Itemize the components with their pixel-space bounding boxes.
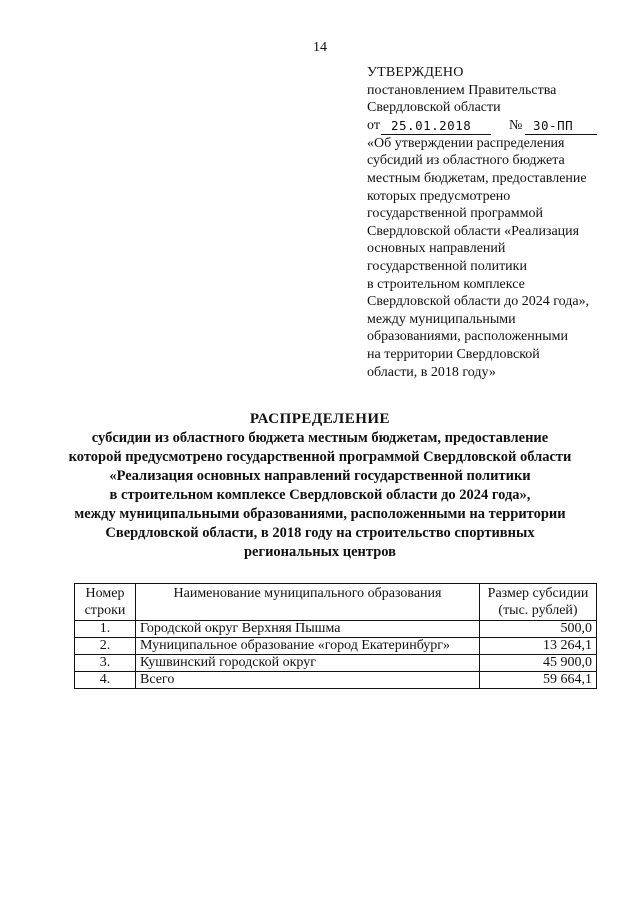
row-amount: 59 664,1 xyxy=(480,672,597,689)
subject-line: государственной политики xyxy=(367,258,527,274)
header-municipality: Наименование муниципального образования xyxy=(136,584,480,621)
row-number: 1. xyxy=(75,621,136,638)
subject-line: в строительном комплексе xyxy=(367,276,525,292)
subject-line: основных направлений xyxy=(367,241,506,257)
heading-title: РАСПРЕДЕЛЕНИЕ xyxy=(249,411,391,427)
row-municipality: Всего xyxy=(136,672,480,689)
header-text: строки xyxy=(84,603,126,618)
heading-line: которой предусмотрено государственной программой Свердловской области xyxy=(68,449,572,465)
row-amount: 13 264,1 xyxy=(480,638,597,655)
header-text: (тыс. рублей) xyxy=(498,603,578,618)
subject-line: государственной программой xyxy=(367,206,543,222)
heading-line: в строительном комплексе Свердловской области до 2024 года», xyxy=(109,487,531,503)
subject-line: субсидий из областного бюджета xyxy=(367,153,565,169)
table-row xyxy=(75,655,597,672)
subject-line: Свердловской области до 2024 года», xyxy=(367,294,590,310)
table-row xyxy=(75,672,597,689)
subject-line: Свердловской области «Реализация xyxy=(367,223,580,239)
subject-line: образованиями, расположенными xyxy=(367,329,569,345)
distribution-table xyxy=(74,583,597,689)
approval-date: 25.01.2018 xyxy=(381,117,491,136)
row-number: 2. xyxy=(75,638,136,655)
table-header-row xyxy=(75,584,597,621)
date-prefix: от xyxy=(367,117,380,133)
approval-number: 30-ПП xyxy=(525,117,597,136)
row-number: 4. xyxy=(75,672,136,689)
subject-line: которых предусмотрено xyxy=(367,188,511,204)
row-amount: 45 900,0 xyxy=(480,655,597,672)
row-municipality: Городской округ Верхняя Пышма xyxy=(136,621,480,638)
heading-line: субсидии из областного бюджета местным бюджетам, предоставление xyxy=(91,430,549,446)
approval-block xyxy=(367,64,627,381)
subject-line: между муниципальными xyxy=(367,311,516,327)
number-prefix: № xyxy=(509,117,523,133)
header-row-number xyxy=(75,584,136,621)
table-row xyxy=(75,638,597,655)
approval-date-line xyxy=(367,117,627,135)
approval-title: УТВЕРЖДЕНО xyxy=(367,65,464,80)
row-municipality: Кушвинский городской округ xyxy=(136,655,480,672)
header-text: Размер субсидии xyxy=(487,586,589,601)
page-number: 14 xyxy=(313,40,327,55)
heading-line: Свердловской области, в 2018 году на строительство спортивных xyxy=(105,525,535,541)
subject-line: местным бюджетам, предоставление xyxy=(367,170,587,186)
subject-line: на территории Свердловской xyxy=(367,346,540,362)
heading-line: региональных центров xyxy=(243,544,396,560)
heading-line: между муниципальными образованиями, расположенными на территории xyxy=(74,506,566,522)
table-row xyxy=(75,621,597,638)
row-municipality: Муниципальное образование «город Екатеринбург» xyxy=(136,638,480,655)
subject-line: области, в 2018 году» xyxy=(367,364,496,380)
approval-line: постановлением Правительства xyxy=(367,82,557,98)
header-text: Номер xyxy=(85,586,125,601)
approval-line: Свердловской области xyxy=(367,100,501,116)
header-subsidy xyxy=(480,584,597,621)
row-amount: 500,0 xyxy=(480,621,597,638)
subject-line: «Об утверждении распределения xyxy=(367,135,565,151)
heading-line: «Реализация основных направлений государственной политики xyxy=(109,468,531,484)
row-number: 3. xyxy=(75,655,136,672)
distribution-heading xyxy=(0,410,640,562)
